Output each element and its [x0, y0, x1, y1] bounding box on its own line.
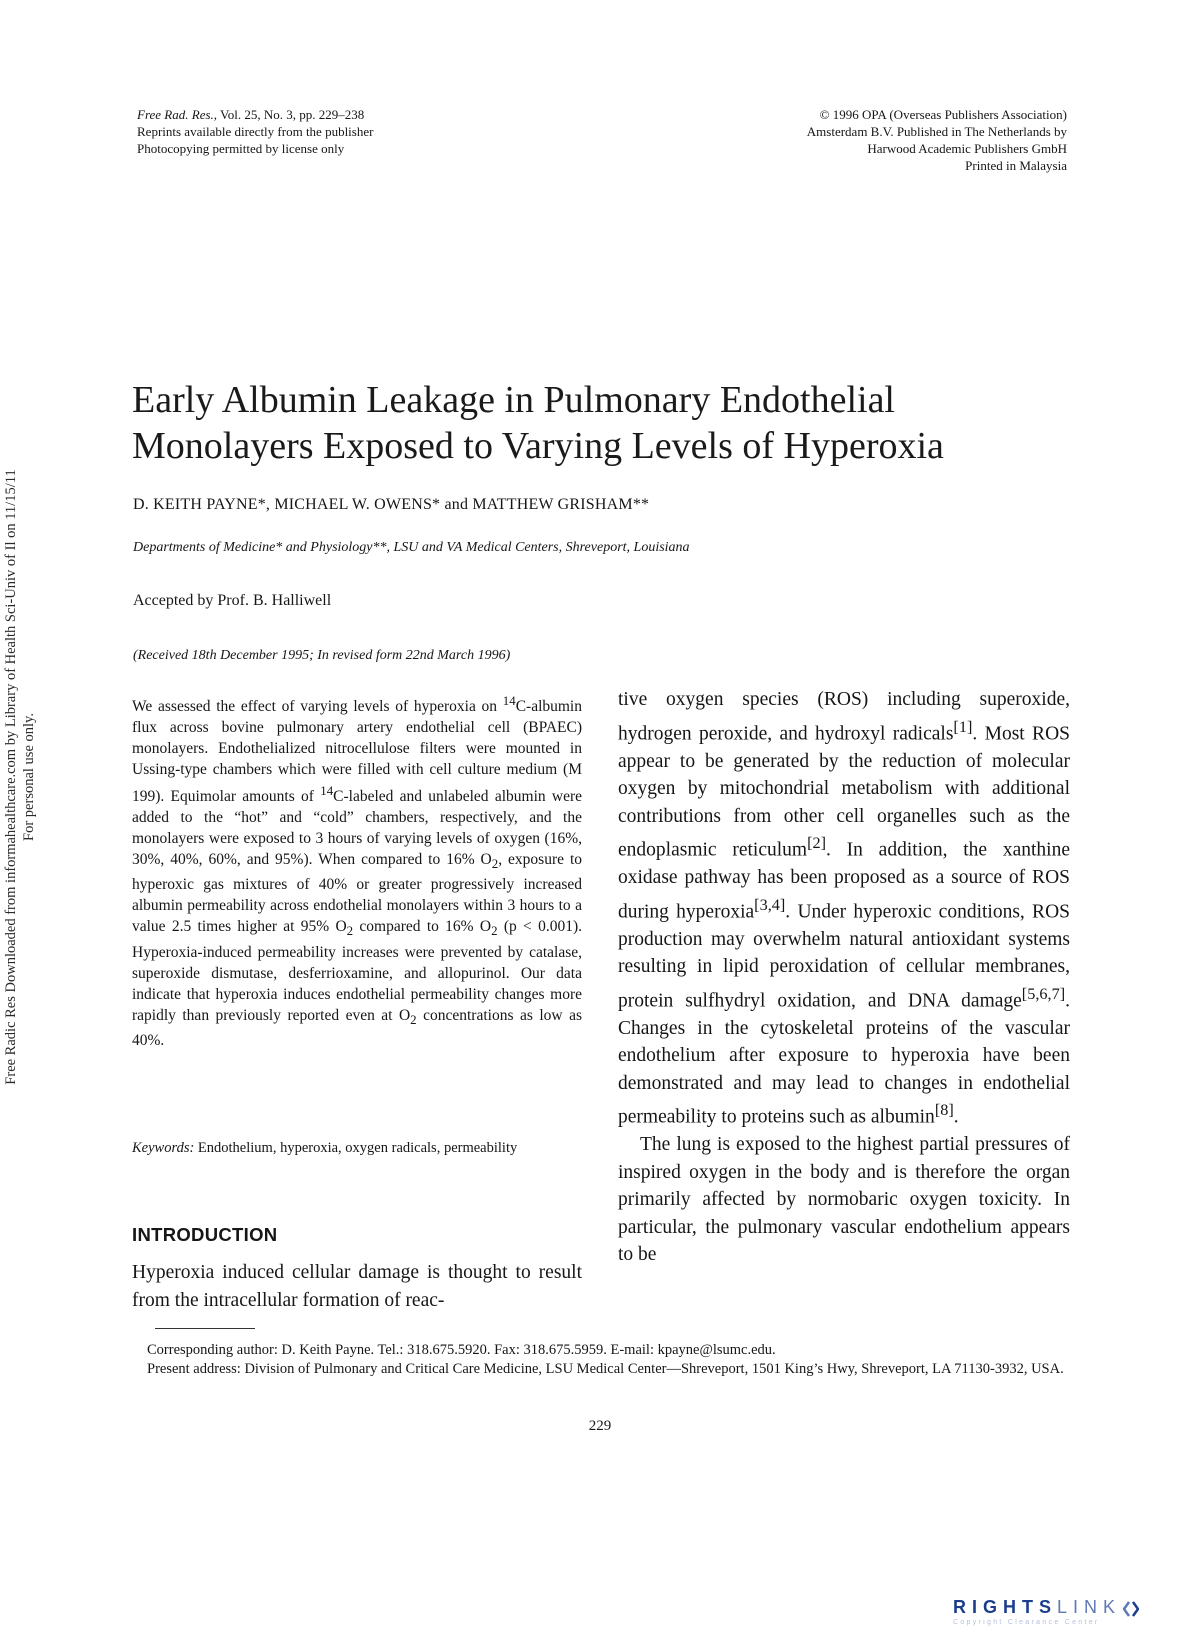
intro-paragraph-1: Hyperoxia induced cellular damage is thought to result from the intracellular formation of reac- [132, 1262, 582, 1311]
received-dates: (Received 18th December 1995; In revised form 22nd March 1996) [133, 648, 511, 663]
reference: [8] [934, 1101, 954, 1119]
title-line-1: Early Albumin Leakage in Pulmonary Endothelial [132, 379, 895, 421]
rightslink-logo[interactable] [953, 1597, 1193, 1637]
reference: [5,6,7] [1021, 984, 1066, 1003]
section-heading-introduction: INTRODUCTION [132, 1224, 278, 1245]
photocopying-line: Photocopying permitted by license only [137, 141, 345, 156]
keywords-text: Endothelium, hyperoxia, oxygen radicals, permeability [194, 1140, 518, 1156]
footnote-divider [155, 1328, 255, 1329]
rightslink-text-b: LINK [1057, 1597, 1122, 1617]
citation-line [137, 106, 373, 123]
journal-name: Free Rad. Res. [137, 107, 214, 122]
reference: [1] [953, 717, 973, 736]
article-title [132, 377, 1072, 469]
page-number: 229 [588, 1418, 612, 1434]
keywords-label: Keywords: [132, 1140, 195, 1156]
reprints-line: Reprints available directly from the publisher [137, 124, 374, 139]
authors: D. KEITH PAYNE*, MICHAEL W. OWENS* and MATTHEW GRISHAM** [133, 496, 650, 513]
download-watermark [2, 427, 38, 1127]
download-line: Free Radic Res Downloaded from informahealthcare.com by Library of Health Sci-Univ of Il on 11/15/11 [3, 469, 19, 1085]
personal-use-line: For personal use only. [21, 713, 37, 841]
keywords [132, 1139, 582, 1158]
rightslink-arrows-icon [1123, 1600, 1139, 1618]
intro-paragraph-2: The lung is exposed to the highest partial pressures of inspired oxygen in the body and is therefore the organ primarily affected by normobaric oxygen toxicity. In particular, the pulmonary vascular endothelium appears to be [618, 1134, 1070, 1265]
reference: [3,4] [754, 895, 786, 914]
printed-line: Printed in Malaysia [965, 158, 1067, 173]
copyright-line: © 1996 OPA (Overseas Publishers Association) [819, 107, 1067, 122]
right-column [618, 686, 1070, 1269]
footnotes [132, 1341, 1072, 1379]
accepted-by: Accepted by Prof. B. Halliwell [133, 592, 332, 609]
title-line-2: Monolayers Exposed to Varying Levels of Hyperoxia [132, 425, 944, 467]
corresponding-author: Corresponding author: D. Keith Payne. Tel.: 318.675.5920. Fax: 318.675.5959. E-mail: kpayne@lsumc.edu. [147, 1342, 776, 1358]
rightslink-tagline: Copyright Clearance Center [953, 1619, 1100, 1626]
header-right [807, 106, 1067, 174]
present-address: Present address: Division of Pulmonary and Critical Care Medicine, LSU Medical Center—Shreveport, 1501 King’s Hwy, Shreveport, LA 71130-3932, USA. [147, 1361, 1064, 1377]
intro-paragraph-1-continued: tive oxygen species (ROS) including superoxide, hydrogen peroxide, and hydroxyl radicals[1]. Most ROS appear to be generated by the reduction of molecular oxygen by mitochondrial metabolism with additional contributions from other cell organelles such as the endoplasmic reticulum[2]. In addition, the xanthine oxidase pathway has been proposed as a source of ROS during hyperoxia[3,4]. Under hyperoxic conditions, ROS production may overwhelm natural antioxidant systems resulting in lipid peroxidation of cellular membranes, protein sulfhydryl oxidation, and DNA damage[5,6,7]. Changes in the cytoskeletal proteins of the vascular endothelium after exposure to hyperoxia have been demonstrated and may lead to changes in endothelial permeability to proteins such as albumin[8]. [618, 689, 1070, 1128]
abstract: We assessed the effect of varying levels of hyperoxia on $^{14}$C-albumin flux across bovine pulmonary artery endothelial cell (BPAEC) monolayers. Endothelialized nitrocellulose filters were mounted in Ussing-type chambers which were filled with cell culture medium (M 199). Equimolar amounts of $^{14}$C-labeled and unlabeled albumin were added to the “hot” and “cold” chambers, respectively, and the monolayers were exposed to 3 hours of varying levels of oxygen (16%, 30%, 40%, 60%, and 95%). When compared to 16% $O_2$, exposure to hyperoxic gas mixtures of 40% or greater progressively increased albumin permeability across endothelial monolayers within 3 hours to a value 2.5 times higher at 95% $O_2$ compared to 16% $O_2$ (p < 0.001). Hyperoxia-induced permeability increases were prevented by catalase, superoxide dismutase, desferrioxamine, and allopurinol. Our data indicate that hyperoxia induces endothelial permeability changes more rapidly than previously reported even at $O_2$ concentrations as low as 40%. [132, 693, 583, 1049]
publisher-name-line: Harwood Academic Publishers GmbH [867, 141, 1067, 156]
publisher-line: Amsterdam B.V. Published in The Netherlands by [806, 124, 1067, 139]
reference: [2] [807, 834, 827, 852]
citation-details: , Vol. 25, No. 3, pp. 229–238 [213, 107, 365, 122]
affiliations: Departments of Medicine* and Physiology**, LSU and VA Medical Centers, Shreveport, Louisiana [133, 540, 690, 555]
header-left [137, 106, 373, 157]
rightslink-text-a: RIGHTS [953, 1597, 1058, 1617]
